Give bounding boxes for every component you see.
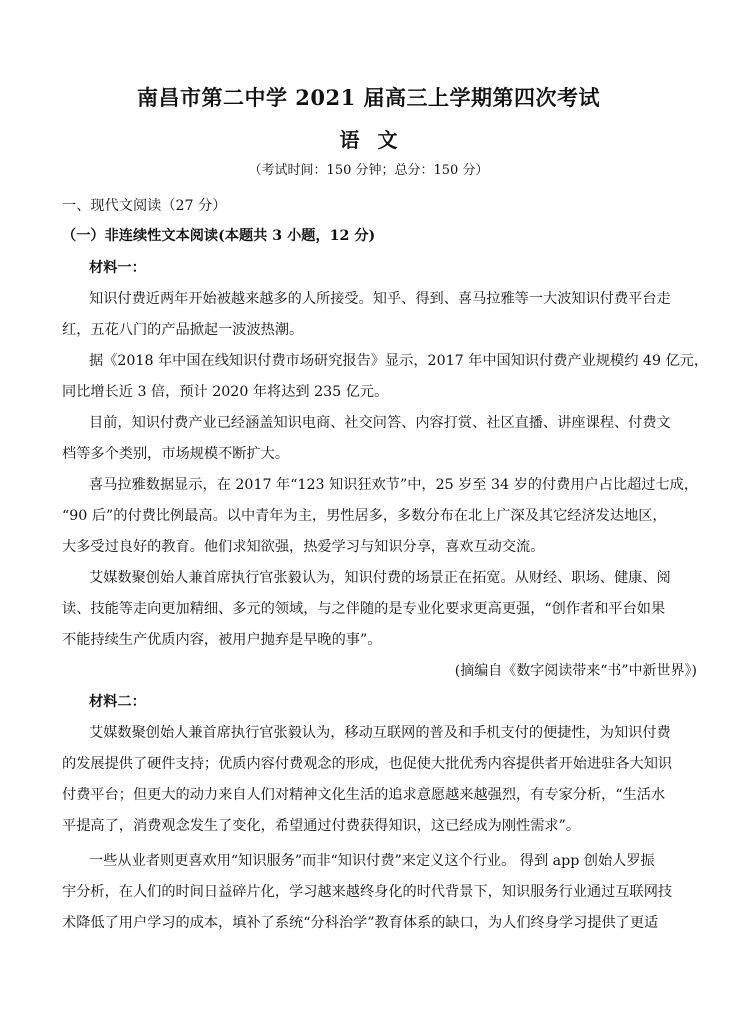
paragraph-line: 艾媒数聚创始人兼首席执行官张毅认为，知识付费的场景正在拓宽。从财经、职场、健康、阅 — [89, 570, 671, 586]
paragraph-line: 目前，知识付费产业已经涵盖知识电商、社交问答、内容打赏、社区直播、讲座课程、付费文 — [89, 415, 671, 431]
material2-label: 材料二： — [89, 694, 146, 710]
paragraph-line: 据《2018 年中国在线知识付费市场研究报告》显示，2017 年中国知识付费产业规模约 49 亿元， — [89, 353, 709, 369]
paragraph-line: 读、技能等走向更加精细、多元的领域，与之伴随的是专业化要求更高更强，“创作者和平台如果 — [62, 601, 666, 617]
paragraph-line: 艾媒数聚创始人兼首席执行官张毅认为，移动互联网的普及和手机支付的便捷性，为知识付费 — [89, 725, 671, 741]
material1-label: 材料一： — [89, 260, 146, 276]
exam-info: （考试时间：150 分钟；总分：150 分） — [248, 163, 489, 178]
paragraph-line: 不能持续生产优质内容，被用户抛弃是早晚的事”。 — [62, 632, 382, 648]
paragraph-line: 平提高了，消费观念发生了变化，希望通过付费获得知识，这已经成为刚性需求”。 — [62, 818, 581, 834]
paragraph-line: 大多受过良好的教育。他们求知欲强，热爱学习与知识分享，喜欢互动交流。 — [62, 539, 545, 555]
paragraph-line: 付费平台；但更大的动力来自人们对精神文化生活的追求意愿越来越强烈，有专家分析，“生活水 — [62, 787, 666, 803]
material1-source: (摘编自《数字阅读带来“书”中新世界》) — [454, 663, 697, 679]
paragraph-line: 的发展提供了硬件支持；优质内容付费观念的形成，也促使大批优秀内容提供者开始进驻各大知识 — [62, 756, 673, 772]
paragraph-line: “90 后”的付费比例最高。以中青年为主，男性居多，多数分布在北上广深及其它经济发达地区， — [62, 508, 667, 524]
paragraph-line: 一些从业者则更喜欢用“知识服务”而非“知识付费”来定义这个行业。 得到 app 创始人罗振 — [89, 853, 655, 869]
paragraph-line: 术降低了用户学习的成本，填补了系统“分科治学”教育体系的缺口，为人们终身学习提供了更适 — [62, 915, 659, 931]
document-title: 南昌市第二中学 2021 届高三上学期第四次考试 — [136, 85, 601, 110]
paragraph-line: 同比增长近 3 倍，预计 2020 年将达到 235 亿元。 — [62, 384, 389, 400]
paragraph-line: 知识付费近两年开始被越来越多的人所接受。知乎、得到、喜马拉雅等一大波知识付费平台走 — [89, 291, 671, 307]
paragraph-line: 档等多个类别，市场规模不断扩大。 — [62, 446, 290, 462]
section-heading: 一、现代文阅读（27 分） — [62, 198, 227, 214]
paragraph-line: 红，五花八门的产品掀起一波波热潮。 — [62, 322, 304, 338]
paragraph-line: 宇分析，在人们的时间日益碎片化，学习越来越终身化的时代背景下，知识服务行业通过互联网技 — [62, 884, 673, 900]
section-subheading: （一）非连续性文本阅读(本题共 3 小题，12 分) — [62, 228, 376, 244]
paragraph-line: 喜马拉雅数据显示，在 2017 年“123 知识狂欢节”中，25 岁至 34 岁的付费用户占比超过七成， — [89, 477, 699, 493]
subject-title: 语文 — [339, 128, 416, 152]
